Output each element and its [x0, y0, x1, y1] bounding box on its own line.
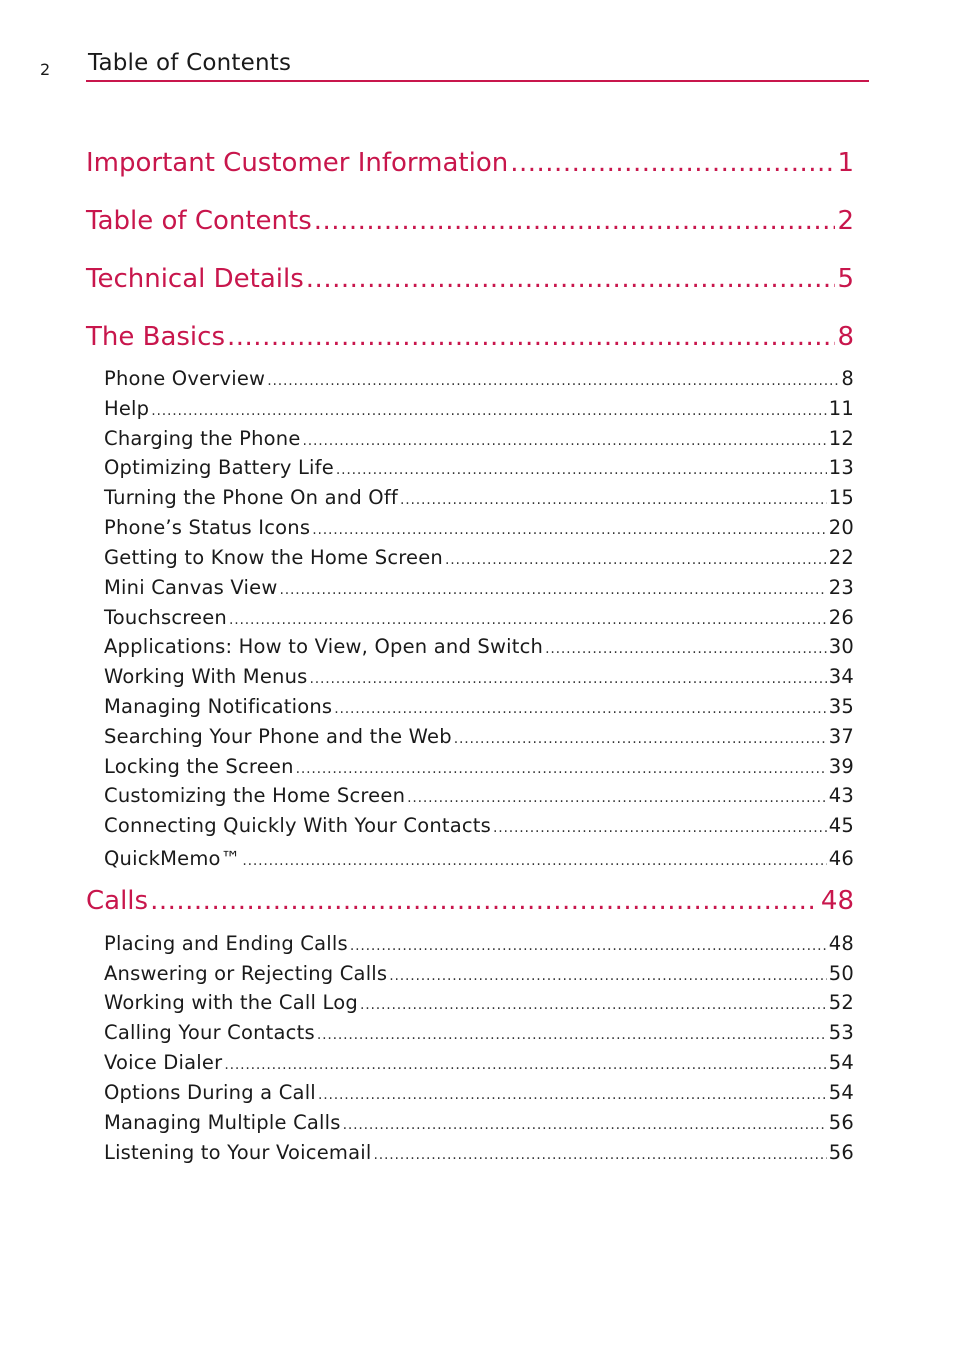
section-page: 26: [828, 606, 854, 629]
toc-section[interactable]: [104, 784, 854, 807]
section-page: 35: [828, 695, 854, 718]
toc-section[interactable]: [104, 695, 854, 718]
section-page: 13: [828, 456, 854, 479]
dot-leader: [545, 641, 827, 657]
toc-section[interactable]: [104, 516, 854, 539]
section-title: Placing and Ending Calls: [104, 932, 348, 955]
section-page: 45: [828, 814, 854, 837]
toc-chapter-technical-details[interactable]: [86, 264, 854, 294]
chapter-page: 1: [837, 148, 854, 178]
dot-leader: [312, 522, 827, 538]
section-page: 46: [828, 847, 854, 870]
section-page: 50: [828, 962, 854, 985]
toc-section[interactable]: [104, 755, 854, 778]
section-title: Managing Multiple Calls: [104, 1111, 341, 1134]
toc-section[interactable]: [104, 847, 854, 870]
section-title: Mini Canvas View: [104, 576, 278, 599]
toc-section[interactable]: [104, 456, 854, 479]
dot-leader: [360, 997, 827, 1013]
toc-section[interactable]: [104, 486, 854, 509]
section-page: 53: [828, 1021, 854, 1044]
chapter-title: Technical Details: [86, 264, 304, 294]
toc-chapter-table-of-contents[interactable]: [86, 206, 854, 236]
section-page: 22: [828, 546, 854, 569]
page-number: 2: [40, 60, 51, 79]
toc-section[interactable]: [104, 932, 854, 955]
section-page: 12: [828, 427, 854, 450]
dot-leader: [454, 731, 827, 747]
toc-section[interactable]: [104, 635, 854, 658]
section-title: Working with the Call Log: [104, 991, 358, 1014]
dot-leader: [400, 492, 827, 508]
dot-leader: [336, 462, 827, 478]
dot-leader: [224, 1057, 826, 1073]
dot-leader: [306, 264, 836, 294]
dot-leader: [296, 761, 827, 777]
section-title: Voice Dialer: [104, 1051, 223, 1074]
dot-leader: [373, 1147, 826, 1163]
section-page: 8: [841, 367, 854, 390]
section-title: Charging the Phone: [104, 427, 301, 450]
running-header: Table of Contents: [88, 50, 292, 76]
toc-section[interactable]: [104, 962, 854, 985]
section-title: Answering or Rejecting Calls: [104, 962, 388, 985]
section-page: 30: [828, 635, 854, 658]
dot-leader: [303, 433, 827, 449]
section-title: Listening to Your Voicemail: [104, 1141, 372, 1164]
section-title: QuickMemo™: [104, 847, 241, 870]
chapter-title: The Basics: [86, 322, 226, 352]
section-title: Working With Menus: [104, 665, 308, 688]
toc-section[interactable]: [104, 665, 854, 688]
toc-section[interactable]: [104, 725, 854, 748]
section-page: 48: [828, 932, 854, 955]
dot-leader: [227, 322, 835, 352]
chapter-page: 5: [837, 264, 854, 294]
chapter-title: Table of Contents: [86, 206, 312, 236]
dot-leader: [317, 1027, 827, 1043]
section-title: Applications: How to View, Open and Switch: [104, 635, 544, 658]
dot-leader: [267, 373, 839, 389]
dot-leader: [493, 820, 827, 836]
dot-leader: [510, 148, 835, 178]
section-title: Phone Overview: [104, 367, 266, 390]
section-page: 54: [828, 1051, 854, 1074]
toc-section[interactable]: [104, 1081, 854, 1104]
section-page: 11: [828, 397, 854, 420]
dot-leader: [310, 671, 827, 687]
dot-leader: [150, 886, 819, 916]
dot-leader: [350, 938, 827, 954]
dot-leader: [242, 853, 826, 869]
section-title: Optimizing Battery Life: [104, 456, 334, 479]
section-page: 15: [828, 486, 854, 509]
section-title: Locking the Screen: [104, 755, 294, 778]
toc-section[interactable]: [104, 606, 854, 629]
section-title: Turning the Phone On and Off: [104, 486, 398, 509]
toc-section[interactable]: [104, 576, 854, 599]
section-title: Phone’s Status Icons: [104, 516, 311, 539]
toc-section[interactable]: [104, 427, 854, 450]
dot-leader: [314, 206, 836, 236]
dot-leader: [229, 612, 827, 628]
section-page: 56: [828, 1111, 854, 1134]
section-title: Customizing the Home Screen: [104, 784, 406, 807]
section-page: 23: [828, 576, 854, 599]
chapter-page: 8: [837, 322, 854, 352]
chapter-page: 2: [837, 206, 854, 236]
chapter-title: Important Customer Information: [86, 148, 509, 178]
section-page: 34: [828, 665, 854, 688]
toc-section[interactable]: [104, 367, 854, 390]
dot-leader: [279, 582, 826, 598]
header-rule: [86, 80, 869, 82]
section-page: 39: [828, 755, 854, 778]
toc-chapter-the-basics[interactable]: [86, 322, 854, 352]
section-title: Managing Notifications: [104, 695, 333, 718]
toc-section[interactable]: [104, 991, 854, 1014]
section-title: Touchscreen: [104, 606, 227, 629]
section-page: 56: [828, 1141, 854, 1164]
section-title: Getting to Know the Home Screen: [104, 546, 443, 569]
chapter-title: Calls: [86, 886, 149, 916]
dot-leader: [151, 403, 827, 419]
toc-section[interactable]: [104, 1111, 854, 1134]
chapter-page: 48: [820, 886, 854, 916]
dot-leader: [318, 1087, 827, 1103]
toc-section[interactable]: [104, 546, 854, 569]
section-title: Searching Your Phone and the Web: [104, 725, 452, 748]
toc-section[interactable]: [104, 1051, 854, 1074]
toc-section[interactable]: [104, 1021, 854, 1044]
section-page: 52: [828, 991, 854, 1014]
dot-leader: [445, 552, 827, 568]
dot-leader: [334, 701, 827, 717]
section-title: Connecting Quickly With Your Contacts: [104, 814, 492, 837]
section-page: 37: [828, 725, 854, 748]
section-page: 54: [828, 1081, 854, 1104]
dot-leader: [343, 1117, 827, 1133]
toc-section[interactable]: [104, 1141, 854, 1164]
dot-leader: [389, 968, 826, 984]
section-page: 43: [828, 784, 854, 807]
toc-section[interactable]: [104, 397, 854, 420]
toc-chapter-important[interactable]: [86, 148, 854, 178]
section-page: 20: [828, 516, 854, 539]
section-title: Options During a Call: [104, 1081, 316, 1104]
section-title: Calling Your Contacts: [104, 1021, 315, 1044]
toc-section[interactable]: [104, 814, 854, 837]
toc-chapter-calls[interactable]: [86, 886, 854, 916]
dot-leader: [407, 790, 827, 806]
section-title: Help: [104, 397, 150, 420]
